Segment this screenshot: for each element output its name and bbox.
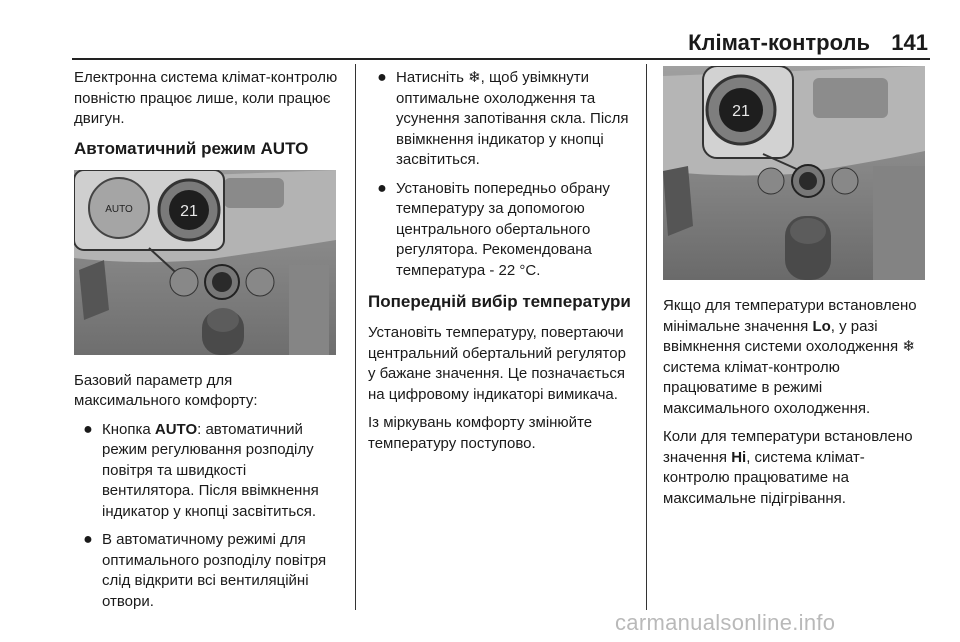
bullet-dot: ● <box>83 420 93 438</box>
bullet-auto-pre: Кнопка <box>102 420 155 438</box>
lo-paragraph <box>663 296 927 419</box>
bullet-vents-text: В автоматичному режимі для оптимального розподілу повітря слід відкрити всі вентиляційні отвори. <box>102 531 327 610</box>
photo-temp-label: 21 <box>180 202 198 220</box>
hi-pre: Коли для температури встановлено значення <box>663 428 913 466</box>
column-3 <box>663 64 927 517</box>
hi-post: , система клімат-контролю працюватиме на максимальне підігрівання. <box>663 448 865 507</box>
bullet-preset-temp <box>368 179 634 282</box>
page-header-title: Клімат-контроль <box>688 30 870 55</box>
temp-paragraph-1: Установіть температуру, повертаючи центральний обертальний регулятор у бажане значення. Це позначається на цифровому індикаторі вимикача. <box>368 324 626 403</box>
column-1 <box>74 68 342 620</box>
climate-control-knob-photo <box>663 66 925 280</box>
bullet-preset-text: Установіть попередньо обрану температуру за допомогою центрального обертального регулятора. Рекомендована температура - 22 °C. <box>396 179 610 279</box>
header-rule <box>72 58 930 60</box>
bullet-dot: ● <box>377 69 387 86</box>
bullet-auto-bold: AUTO <box>154 420 198 438</box>
column-2 <box>368 68 634 462</box>
bullet-vents <box>74 530 342 612</box>
lo-mid: , у разі ввімкнення системи охолодження <box>663 317 903 355</box>
page-number: 141 <box>891 30 928 55</box>
base-parameter-text: Базовий параметр для максимального комфорту: <box>74 371 258 409</box>
hi-bold: Hi <box>731 448 747 466</box>
bullet-auto <box>74 420 342 523</box>
lo-pre: Якщо для температури встановлено мінімальне значення <box>663 297 917 335</box>
temp-paragraph-2: Із міркувань комфорту змінюйте температуру поступово. <box>368 414 593 452</box>
photo-temp-label: 21 <box>732 103 750 120</box>
lo-bold: Lo <box>812 317 831 335</box>
bullet-auto-post: : автоматичний режим регулювання розподілу повітря та швидкості вентилятора. Після ввімкнення індикатор у кнопці засвітиться. <box>102 420 319 520</box>
column-divider-2 <box>646 64 647 610</box>
bullet-cooling <box>368 68 634 171</box>
photo-auto-label: AUTO <box>105 203 133 215</box>
column-divider-1 <box>355 64 356 610</box>
snowflake-icon: ❄ <box>468 69 481 86</box>
hi-paragraph <box>663 427 927 509</box>
intro-paragraph: Електронна система клімат-контролю повністю працює лише, коли працює двигун. <box>74 69 338 127</box>
section-heading-auto: Автоматичний режим AUTO <box>74 138 309 158</box>
watermark: carmanualsonline.info <box>615 610 836 635</box>
bullet-cooling-pre: Натисніть <box>396 69 469 86</box>
bullet-dot: ● <box>377 179 387 197</box>
section-heading-temp: Попередній вибір температури <box>368 292 631 311</box>
bullet-cooling-post: , щоб увімкнути оптимальне охолодження та усунення запотівання скла. Після ввімкнення індикатор у кнопці засвітиться. <box>396 69 629 168</box>
bullet-dot: ● <box>83 531 93 548</box>
climate-control-panel-photo <box>74 170 336 355</box>
lo-post: система клімат-контролю працюватиме в режимі максимального охолодження. <box>663 358 871 417</box>
snowflake-icon: ❄ <box>902 338 915 355</box>
